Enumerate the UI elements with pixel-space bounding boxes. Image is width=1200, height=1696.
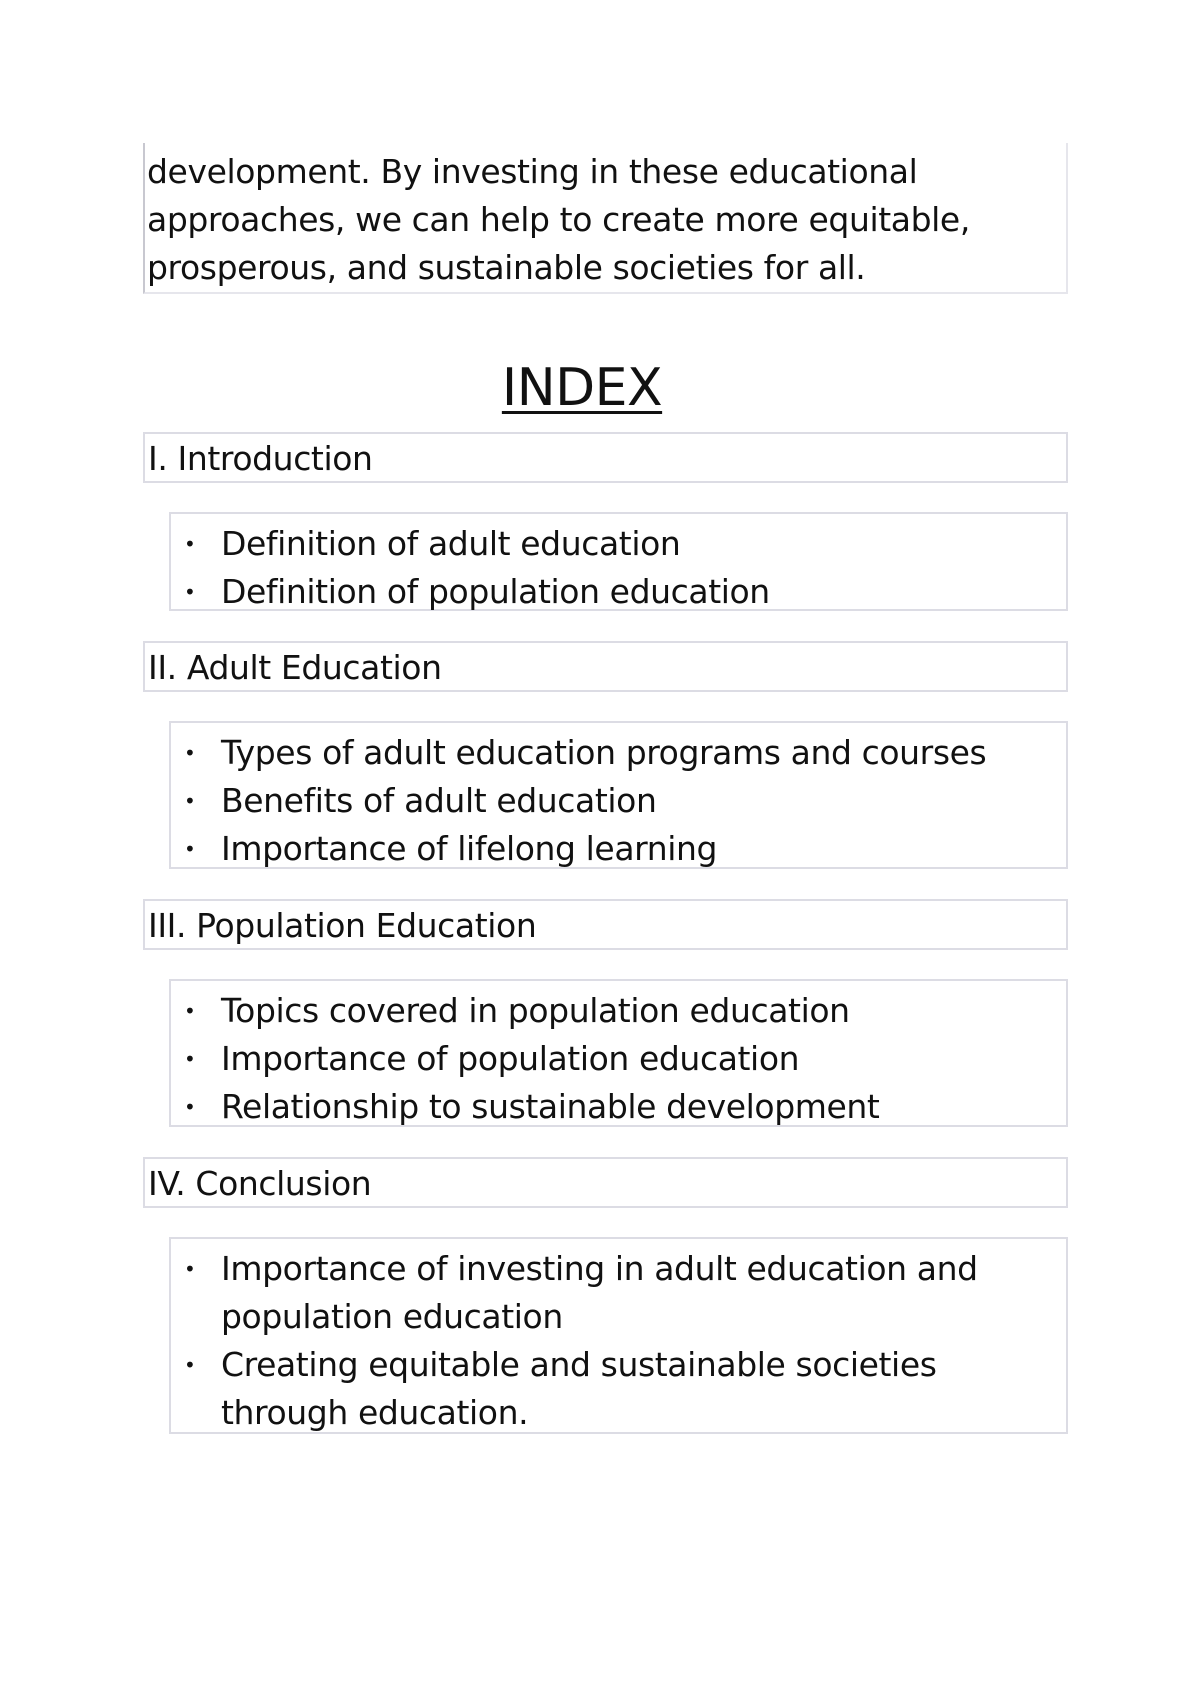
- bullet-icon: •: [184, 1353, 196, 1377]
- paragraph-line-3: prosperous, and sustainable societies for all.: [147, 248, 866, 287]
- section-heading-introduction: I. Introduction: [143, 432, 1068, 483]
- section-list-conclusion: [169, 1237, 1068, 1434]
- list-item: • Topics covered in population education: [171, 987, 1066, 1035]
- paragraph-line-2: approaches, we can help to create more equitable,: [147, 200, 970, 239]
- list-item: • Benefits of adult education: [171, 777, 1066, 825]
- bullet-icon: •: [184, 741, 196, 765]
- bullet-icon: •: [184, 580, 196, 604]
- list-item: • Creating equitable and sustainable societies through education.: [171, 1341, 1006, 1437]
- list-item: • Definition of population education: [171, 568, 1066, 616]
- bullet-icon: •: [184, 1047, 196, 1071]
- bullet-icon: •: [184, 532, 196, 556]
- bullet-icon: •: [184, 1095, 196, 1119]
- bullet-icon: •: [184, 999, 196, 1023]
- list-item: • Importance of population education: [171, 1035, 1066, 1083]
- list-item: • Definition of adult education: [171, 520, 1066, 568]
- list-item: • Relationship to sustainable development: [171, 1083, 1066, 1131]
- section-heading-population-education: III. Population Education: [143, 899, 1068, 950]
- list-item: • Types of adult education programs and courses: [171, 729, 1066, 777]
- bullet-icon: •: [184, 837, 196, 861]
- section-heading-adult-education: II. Adult Education: [143, 641, 1068, 692]
- list-item: • Importance of investing in adult education and population education: [171, 1245, 1006, 1341]
- paragraph-line-1: development. By investing in these educational: [147, 152, 918, 191]
- index-title: INDEX: [501, 358, 663, 418]
- section-list-population-education: [169, 979, 1068, 1127]
- list-item: • Importance of lifelong learning: [171, 825, 1066, 873]
- section-heading-conclusion: IV. Conclusion: [143, 1157, 1068, 1208]
- bullet-icon: •: [184, 1257, 196, 1281]
- intro-paragraph-box: [143, 143, 1068, 294]
- section-list-introduction: [169, 512, 1068, 611]
- bullet-icon: •: [184, 789, 196, 813]
- section-list-adult-education: [169, 721, 1068, 869]
